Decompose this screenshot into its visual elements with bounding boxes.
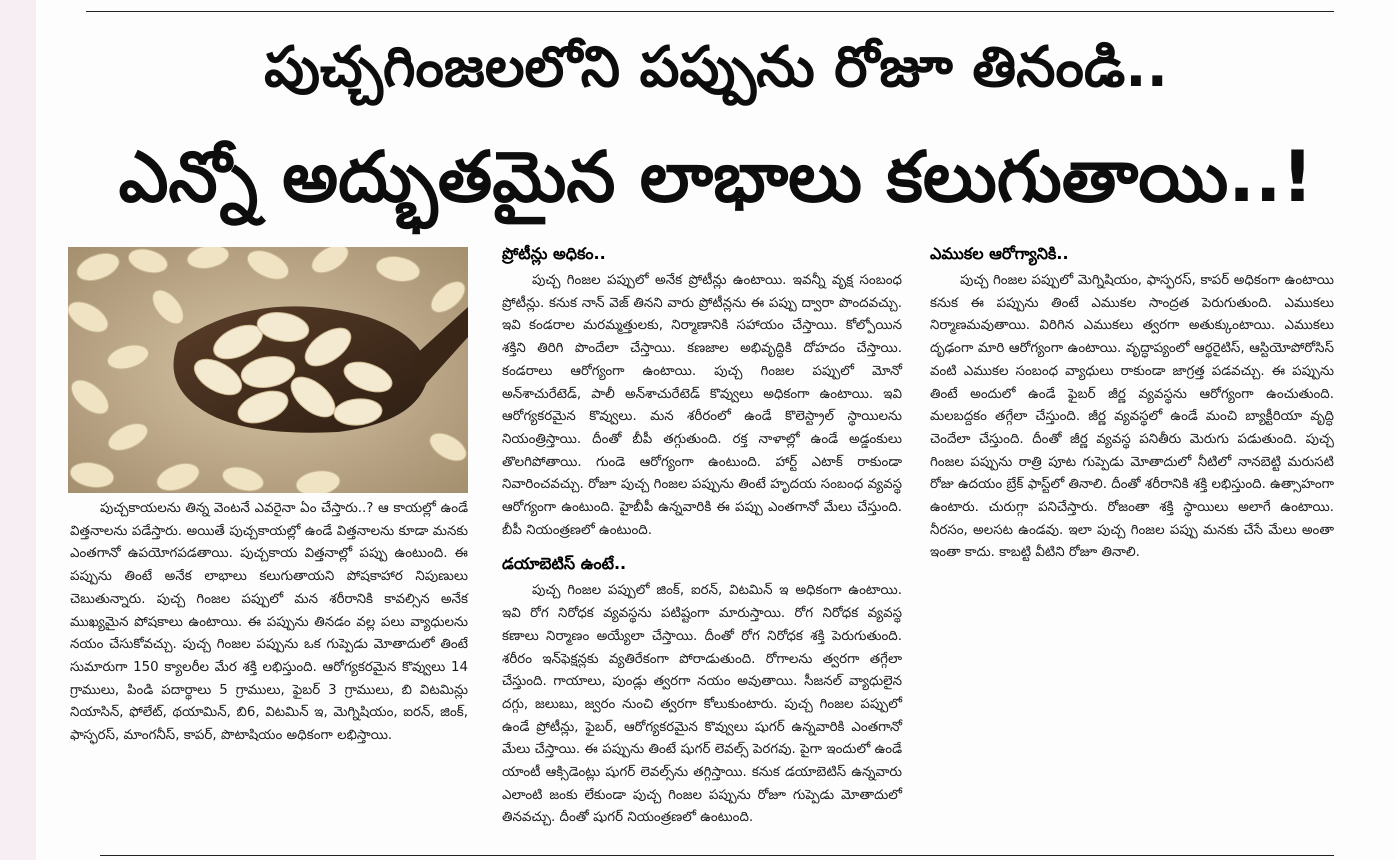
section-body-diabetes: పుచ్చ గింజల పప్పులో జింక్, ఐరన్, విటమిన్ ఇ అధికంగా ఉంటాయి. ఇవి రోగ నిరోధక వ్యవస్థను పటిష్టంగా మారుస్తాయి. రోగ నిరోధక వ్యవస్థ కణాలు నిర్మాణం అయ్యేలా చేస్తాయి. దీంతో రోగ నిరోధక శక్తి పెరుగుతుంది. శరీరం ఇన్‌ఫెక్షన్లకు వ్యతిరేకంగా పోరాడుతుంది. రోగాలను త్వరగా తగ్గేలా చేస్తుంది. గాయాలు, పుండ్లు త్వరగా నయం అవుతాయి. సీజనల్ వ్యాధులైన దగ్గు, జలుబు, జ్వరం నుంచి త్వరగా కోలుకుంటారు. పుచ్చ గింజల పప్పులో ఉండే ప్రోటీన్లు, ఫైబర్, ఆరోగ్యకరమైన కొవ్వులు షుగర్ ఉన్నవారికి ఎంతగానో మేలు చేస్తాయి. ఈ పప్పును తింటే షుగర్ లెవల్స్ పెరగవు. పైగా ఇందులో ఉండే యాంటీ ఆక్సిడెంట్లు షుగర్ లెవల్స్‌ను తగ్గిస్తాయి. కనుక డయాబెటిస్ ఉన్నవారు ఎలాంటి జంకు లేకుండా పుచ్చ గింజల పప్పును రోజూ గుప్పెడు మోతాదులో తినవచ్చు. దీంతో షుగర్ నియంత్రణలో ఉంటుంది. — [502, 583, 902, 826]
section-heading-diabetes: డయాబెటిస్ ఉంటే.. — [502, 554, 627, 574]
headline-line-2: ఎన్నో అద్భుతమైన లాభాలు కలుగుతాయి..! — [118, 136, 1314, 218]
pumpkin-seeds-in-wooden-spoon-photo — [68, 247, 468, 493]
pumpkin-seeds-photo — [68, 247, 468, 493]
section-heading-bones: ఎముకల ఆరోగ్యానికి.. — [930, 244, 1069, 263]
newspaper-page — [36, 0, 1396, 860]
section-body-bones: పుచ్చ గింజల పప్పులో మెగ్నిషియం, ఫాస్ఫరస్, కాపర్ అధికంగా ఉంటాయి కనుక ఈ పప్పును తింటే ఎముకల సాంద్రత పెరుగుతుంది. ఎముకలు నిర్మాణమవుతాయి. విరిగిన ఎముకలు త్వరగా అతుక్కుంటాయి. ఎముకలు దృఢంగా మారి ఆరోగ్యంగా ఉంటాయి. వృద్ధాప్యంలో ఆర్థరైటిస్, ఆస్టియోపోరోసిస్ వంటి ఎముకల సంబంధ వ్యాధులు రాకుండా జాగ్రత్త పడవచ్చు. ఈ పప్పును తింటే అందులో ఉండే ఫైబర్ జీర్ణ వ్యవస్థను ఆరోగ్యంగా ఉంచుతుంది. మలబద్దకం తగ్గేలా చేస్తుంది. జీర్ణ వ్యవస్థలో ఉండే మంచి బ్యాక్టీరియా వృద్ధి చెందేలా చేస్తుంది. దీంతో జీర్ణ వ్యవస్థ పనితీరు మెరుగు పడుతుంది. పుచ్చ గింజల పప్పును రాత్రి పూట గుప్పెడు మోతాదులో నీటిలో నానబెట్టి మరుసటి రోజు ఉదయం బ్రేక్ ఫాస్ట్‌లో తినాలి. దీంతో శరీరానికి శక్తి లభిస్తుంది. ఉత్సాహంగా ఉంటారు. చురుగ్గా పనిచేస్తారు. రోజంతా శక్తి స్థాయిలు అలాగే ఉంటాయి. నీరసం, అలసట ఉండవు. ఇలా పుచ్చ గింజల పప్పు మనకు చేసే మేలు అంతా ఇంతా కాదు. కాబట్టి వీటిని రోజూ తినాలి. — [930, 273, 1334, 561]
section-body-protein: పుచ్చ గింజల పప్పులో అనేక ప్రోటీన్లు ఉంటాయి. ఇవన్నీ వృక్ష సంబంధ ప్రోటీన్లు. కనుక నాన్ వెజ్ తినని వారు ప్రోటీన్లను ఈ పప్పు ద్వారా పొందవచ్చు. ఇవి కండరాల మరమ్మత్తులకు, నిర్మాణానికి సహాయం చేస్తాయి. కోల్పోయిన శక్తిని తిరిగి పొందేలా చేస్తాయి. కణజాల అభివృద్ధికి దోహదం చేస్తాయి. కండరాలు ఆరోగ్యంగా ఉంటాయి. పుచ్చ గింజల పప్పులో మోనో అన్‌శాచురేటెడ్, పాలీ అన్‌శాచురేటెడ్ కొవ్వులు అధికంగా ఉంటాయి. ఇవి ఆరోగ్యకరమైన కొవ్వులు. మన శరీరంలో ఉండే కొలెస్ట్రాల్ స్థాయిలను నియంత్రిస్తాయి. దీంతో బీపీ తగ్గుతుంది. రక్త నాళాల్లో ఉండే అడ్డంకులు తొలగిపోతాయి. గుండె ఆరోగ్యంగా ఉంటుంది. హార్ట్ ఎటాక్ రాకుండా నివారించవచ్చు. రోజూ పుచ్చ గింజల పప్పును తింటే హృదయ సంబంధ వ్యవస్థ ఆరోగ్యంగా ఉంటుంది. హైబీపీ ఉన్నవారికి ఈ పప్పు ఎంతగానో మేలు చేస్తుంది. బీపీ నియంత్రణలో ఉంటుంది. — [502, 273, 902, 538]
bottom-rule — [100, 855, 1334, 856]
column-1 — [70, 498, 468, 748]
column-2 — [502, 240, 902, 830]
column-3 — [930, 240, 1334, 565]
headline-line-1: పుచ్చగింజలలోని పప్పును రోజూ తినండి.. — [264, 35, 1168, 100]
top-rule — [86, 11, 1334, 12]
section-heading-protein: ప్రోటీన్లు అధికం.. — [502, 244, 606, 263]
intro-paragraph: పుచ్చకాయలను తిన్న వెంటనే ఎవరైనా ఏం చేస్తారు..? ఆ కాయల్లో ఉండే విత్తనాలను పడేస్తారు. అయితే పుచ్చకాయల్లో ఉండే విత్తనాలను కూడా మనకు ఎంతగానో ఉపయోగపడతాయి. పుచ్చకాయ విత్తనాల్లో పప్పు ఉంటుంది. ఈ పప్పును తింటే అనేక లాభాలు కలుగుతాయని పోషకాహార నిపుణులు చెబుతున్నారు. పుచ్చ గింజల పప్పులో మన శరీరానికి కావల్సిన అనేక ముఖ్యమైన పోషకాలు ఉంటాయి. ఈ పప్పును తినడం వల్ల పలు వ్యాధులను నయం చేసుకోవచ్చు. పుచ్చ గింజల పప్పును ఒక గుప్పెడు మోతాదులో తింటే సుమారుగా 150 క్యాలరీల మేర శక్తి లభిస్తుంది. ఆరోగ్యకరమైన కొవ్వులు 14 గ్రాములు, పిండి పదార్థాలు 5 గ్రాములు, ఫైబర్ 3 గ్రాములు, బి విటమిన్లు నియాసిన్, ఫోలేట్, థయామిన్, బి6, విటమిన్ ఇ, మెగ్నిషియం, ఐరన్, జింక్, ఫాస్ఫరస్, మాంగనీస్, కాపర్, పొటాషియం అధికంగా లభిస్తాయి. — [70, 501, 468, 744]
